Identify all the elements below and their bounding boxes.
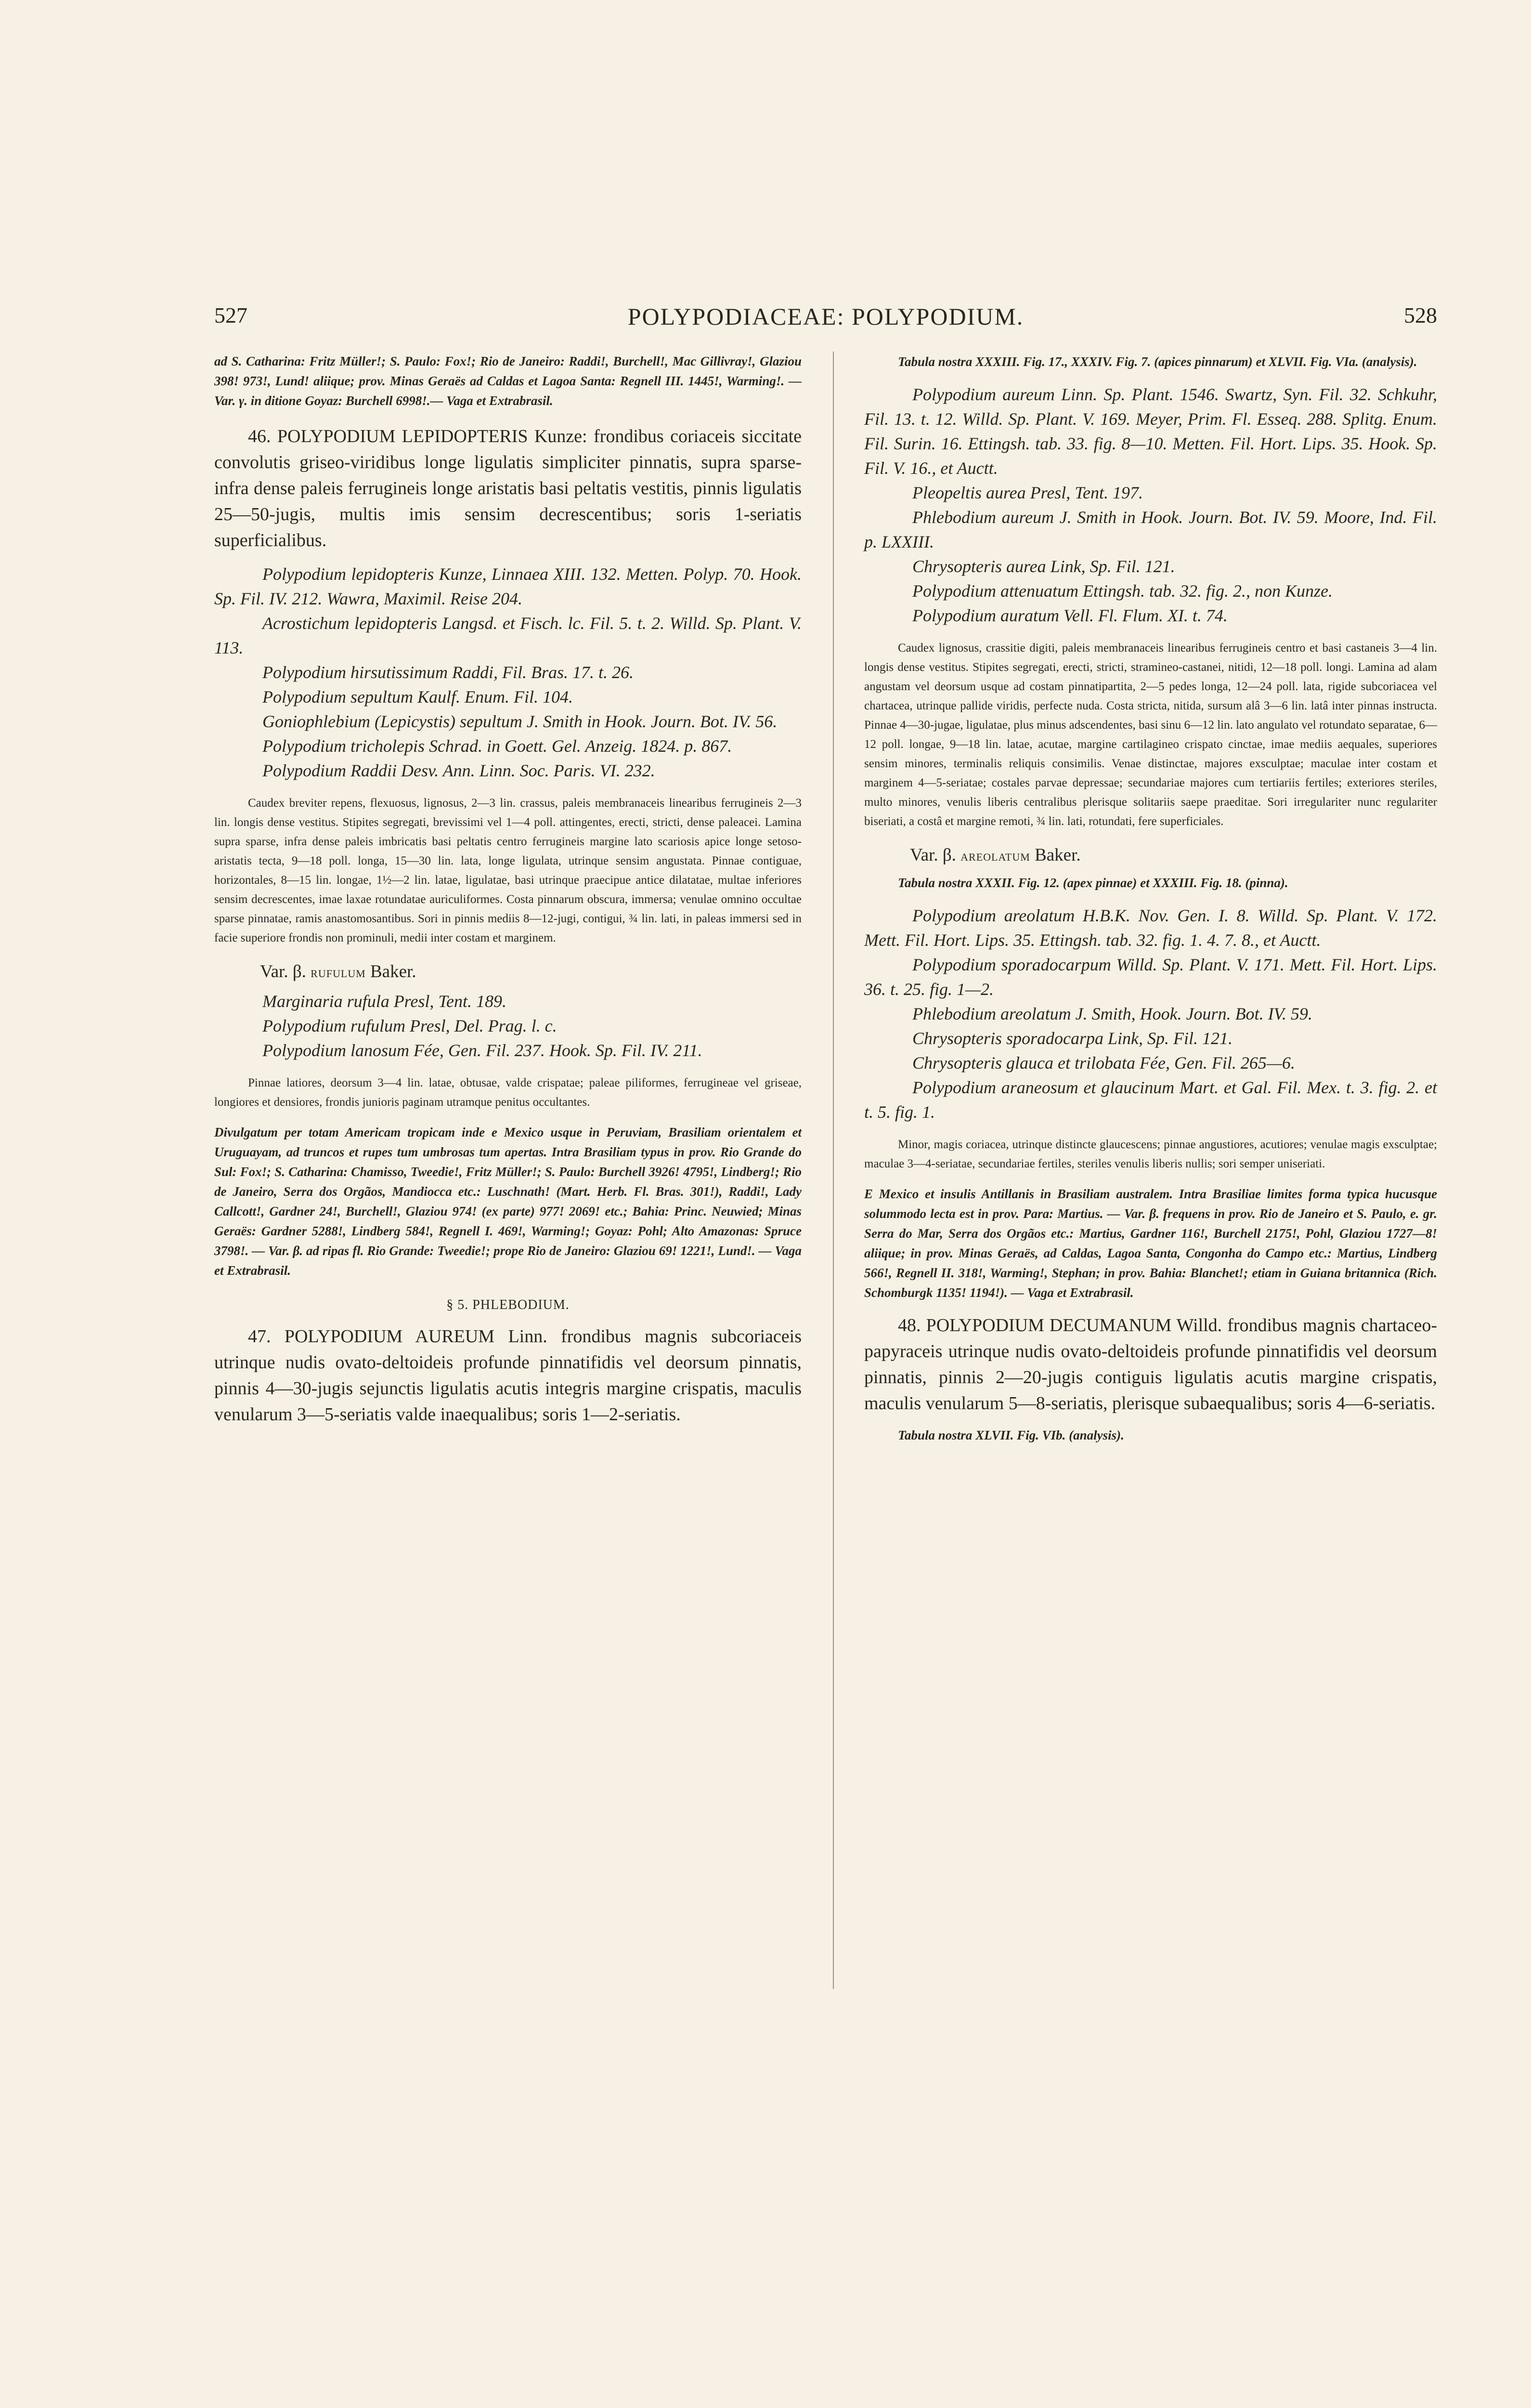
species-47-description: Caudex lignosus, crassitie digiti, paleis membranaceis linearibus ferrugineis centro et basi castaneis 3—4 lin. longis dense vestitus. Stipites segregati, erecti, stricti, stramineo-castanei, nitidi, 12—18 poll. longi. Lamina ad alam angustam vel deorsum usque ad costam pinnatipartita, 2—5 pedes longa, 12—24 poll. lata, rigide subcoriacea vel chartacea, utrinque pallide viridis, perfecte nuda. Costa stricta, nitida, sursum alâ 3—6 lin. latâ inter pinnas instructa. Pinnae 4—30-jugae, ligulatae, plus minus adscendentes, basi sinu 6—12 lin. lato angulato vel rotundato separatae, 6—12 poll. longae, 9—18 lin. latae, acutae, margine cartilagineo crispato cinctae, imae mediis aequales, superiores sensim minores, terminalis reliquis consimilis. Venae distinctae, majores exsculptae; maculae inter costam et marginem 4—5-seriatae; costales parvae depressae; secundariae majores cum tertiariis fertiles; exteriores steriles, multo minores, venulis liberis centralibus plerisque solitariis saepe praeditae. Sori irregulariter nunc regulariter biseriati, a costâ et margine remoti, ¾ lin. lati, rotundati, fere superficiales.: [864, 641, 1438, 828]
synonym: Polypodium aureum Linn. Sp. Plant. 1546. Swartz, Syn. Fil. 32. Schkuhr, Fil. 13. t. 12. Willd. Sp. Plant. V. 169. Meyer, Prim. Fl. Esseq. 288. Splitg. Enum. Fil. Surin. 16. Ettingsh. tab. 33. fig. 8—10. Metten. Fil. Hort. Lips. 35. Hook. Sp. Fil. V. 16., et Auctt.: [864, 385, 1437, 478]
species-46-synonyms: [214, 562, 802, 783]
synonym: Polypodium sepultum Kaulf. Enum. Fil. 104.: [262, 687, 573, 707]
variety-description: Minor, magis coriacea, utrinque distincte glaucescens; pinnae angustiores, acutiores; venulae magis exsculptae; maculae 3—4-seriatae, secundariae fertiles, steriles venulis liberis nullis; sori semper uniseriati.: [864, 1138, 1437, 1170]
species-47-diagnosis: 47. POLYPODIUM AUREUM Linn. frondibus magnis subcoriaceis utrinque nudis ovato-deltoideis profunde pinnatifidis vel deorsum pinnatis, pinnis 4—30-jugis sejunctis ligulatis acutis integris margine crispatis, maculis venularum 3—5-seriatis valde inaequalibus; soris 1—2-seriatis.: [214, 1326, 802, 1425]
running-title: POLYPODIACEAE: POLYPODIUM.: [627, 303, 1024, 330]
synonym: Polypodium rufulum Presl, Del. Prag. l. c.: [262, 1016, 557, 1035]
synonym: Marginaria rufula Presl, Tent. 189.: [262, 992, 507, 1011]
variety-name: RUFULUM: [311, 968, 366, 980]
species-48-plates: Tabula nostra XLVII. Fig. VIb. (analysis).: [898, 1428, 1124, 1442]
locality-continued: ad S. Catharina: Fritz Müller!; S. Paulo: Fox!; Rio de Janeiro: Raddi!, Burchell!, Mac Gillivray!, Glaziou 398! 973!, Lund! aliique; prov. Minas Geraës ad Caldas et Lagoa Santa: Regnell III. 1445!, Warming!. — Var. γ. in ditione Goyaz: Burchell 6998!.— Vaga et Extrabrasil.: [214, 354, 802, 408]
variety-heading: [214, 958, 802, 987]
variety-plates: Tabula nostra XXXII. Fig. 12. (apex pinnae) et XXXIII. Fig. 18. (pinna).: [898, 876, 1288, 890]
synonym: Polypodium sporadocarpum Willd. Sp. Plant. V. 171. Mett. Fil. Hort. Lips. 36. t. 25. fig. 1—2.: [864, 955, 1437, 999]
section-heading: § 5. PHLEBODIUM.: [446, 1297, 570, 1312]
synonym: Goniophlebium (Lepicystis) sepultum J. Smith in Hook. Journ. Bot. IV. 56.: [262, 712, 778, 731]
variety-name: AREOLATUM: [960, 851, 1030, 863]
species-46-description: Caudex breviter repens, flexuosus, lignosus, 2—3 lin. crassus, paleis membranaceis linearibus ferrugineis 2—3 lin. longis dense vestitus. Stipites segregati, brevissimi vel 1—4 poll. attingentes, erecti, stricti, dense paleacei. Lamina supra sparse, infra dense paleis imbricatis basi peltatis centro ferrugineis margine lato scariosis apice longe setoso-aristatis tecta, 9—18 poll. longa, 15—30 lin. lata, longe ligulata, utrinque sensim angustata. Pinnae contiguae, horizontales, 8—15 lin. longae, 1½—2 lin. latae, ligulatae, basi utrinque praecipue antice dilatatae, multae inferiores sensim decrescentes, imae laxae rotundatae auriculiformes. Costa pinnarum obscura, immersa; venulae omnino occultae sparse pinnatae, ramis anastomosantibus. Sori in pinnis mediis 8—12-jugi, contigui, ¾ lin. lati, in paleas immersi sed in facie superiore frondis non prominuli, medii inter costam et marginem.: [214, 797, 802, 944]
synonym: Phlebodium aureum J. Smith in Hook. Journ. Bot. IV. 59. Moore, Ind. Fil. p. LXXIII.: [864, 508, 1437, 551]
running-header: [214, 302, 1437, 341]
synonym: Chrysopteris sporadocarpa Link, Sp. Fil. 121.: [912, 1029, 1233, 1048]
page-number-right: 528: [1404, 303, 1437, 327]
right-column: [864, 352, 1437, 1456]
variety-description: Pinnae latiores, deorsum 3—4 lin. latae, obtusae, valde crispatae; paleae piliformes, ferrugineae vel griseae, longiores et densiores, frondis junioris paginam utramque penitus occultantes.: [214, 1076, 802, 1109]
species-46-distribution: Divulgatum per totam Americam tropicam inde e Mexico usque in Peruviam, Brasiliam orientalem et Uruguayam, ad truncos et rupes tum umbrosas tum apertas. Intra Brasiliam typus in prov. Rio Grande do Sul: Fox!; S. Catharina: Chamisso, Tweedie!, Fritz Müller!; S. Paulo: Burchell 3926! 4795!, Lindberg!; Rio de Janeiro, Serra dos Orgãos, Mandiocca etc.: Luschnath! (Mart. Herb. Fl. Bras. 301!), Raddi!, Lady Callcott!, Gardner 24!, Burchell!, Glaziou 974! (ex parte) 977! 2069! etc.; Bahia: Princ. Neuwied; Minas Geraës: Gardner 5288!, Lindberg 584!, Regnell I. 469!, Warming!; Goyaz: Pohl; Alto Amazonas: Spruce 3798!. — Var. β. ad ripas fl. Rio Grande: Tweedie!; prope Rio de Janeiro: Glaziou 69! 1221!, Lund!. — Vaga et Extrabrasil.: [214, 1125, 802, 1278]
page-number-left: 527: [214, 303, 247, 327]
variety-synonyms: [214, 989, 802, 1063]
column-divider: [833, 352, 834, 1989]
synonym: Polypodium areolatum H.B.K. Nov. Gen. I. 8. Willd. Sp. Plant. V. 172. Mett. Fil. Hort. Lips. 35. Ettingsh. tab. 32. fig. 1. 4. 7. 8., et Auctt.: [864, 906, 1437, 950]
synonym: Phlebodium areolatum J. Smith, Hook. Journ. Bot. IV. 59.: [912, 1004, 1312, 1023]
variety-author: Baker.: [1035, 845, 1081, 865]
species-46-diagnosis: 46. POLYPODIUM LEPIDOPTERIS Kunze: frondibus coriaceis siccitate convolutis griseo-viridibus longe ligulatis simpliciter pinnatis, supra sparse- infra dense paleis ferrugineis longe aristatis basi peltatis vestitis, pinnis ligulatis 25—50-jugis, multis imis sensim decrescentibus; soris 1-seriatis superficialibus.: [214, 426, 802, 550]
synonym: Polypodium hirsutissimum Raddi, Fil. Bras. 17. t. 26.: [262, 663, 634, 682]
synonym: Polypodium tricholepis Schrad. in Goett. Gel. Anzeig. 1824. p. 867.: [262, 736, 732, 756]
left-column: [214, 352, 802, 1436]
variety-label: Var. β.: [260, 962, 306, 982]
species-47-synonyms: [864, 382, 1437, 628]
species-48-diagnosis: 48. POLYPODIUM DECUMANUM Willd. frondibus magnis chartaceo-papyraceis utrinque nudis ovato-deltoideis profunde pinnatifidis vel deorsum pinnatis, pinnis 2—20-jugis contiguis ligulatis acutis margine crispatis, maculis venularum 5—8-seriatis, plerisque subaequalibus; soris 4—6-seriatis.: [864, 1315, 1437, 1413]
species-47-plates: Tabula nostra XXXIII. Fig. 17., XXXIV. Fig. 7. (apices pinnarum) et XLVII. Fig. VIa. (analysis).: [898, 354, 1417, 369]
synonym: Polypodium araneosum et glaucinum Mart. et Gal. Fil. Mex. t. 3. fig. 2. et t. 5. fig. 1.: [864, 1078, 1437, 1122]
variety-heading: [864, 842, 1437, 871]
variety-synonyms: [864, 903, 1437, 1125]
synonym: Polypodium attenuatum Ettingsh. tab. 32. fig. 2., non Kunze.: [912, 581, 1333, 601]
variety-label: Var. β.: [910, 845, 956, 865]
synonym: Pleopeltis aurea Presl, Tent. 197.: [912, 483, 1143, 502]
variety-author: Baker.: [370, 962, 416, 982]
synonym: Chrysopteris aurea Link, Sp. Fil. 121.: [912, 557, 1175, 576]
synonym: Polypodium lanosum Fée, Gen. Fil. 237. Hook. Sp. Fil. IV. 211.: [262, 1041, 702, 1060]
synonym: Polypodium lepidopteris Kunze, Linnaea XIII. 132. Metten. Polyp. 70. Hook. Sp. Fil. IV. 212. Wawra, Maximil. Reise 204.: [214, 564, 802, 608]
synonym: Polypodium Raddii Desv. Ann. Linn. Soc. Paris. VI. 232.: [262, 761, 655, 780]
synonym: Acrostichum lepidopteris Langsd. et Fisch. lc. Fil. 5. t. 2. Willd. Sp. Plant. V. 113.: [214, 614, 802, 657]
synonym: Chrysopteris glauca et trilobata Fée, Gen. Fil. 265—6.: [912, 1053, 1295, 1073]
synonym: Polypodium auratum Vell. Fl. Flum. XI. t. 74.: [912, 606, 1228, 625]
species-47-distribution: E Mexico et insulis Antillanis in Brasiliam australem. Intra Brasiliae limites forma typica hucusque solummodo lecta est in prov. Para: Martius. — Var. β. frequens in prov. Rio de Janeiro et S. Paulo, e. gr. Serra do Mar, Serra dos Orgãos etc.: Martius, Gardner 116!, Burchell 2175!, Pohl, Glaziou 1727—8! aliique; in prov. Minas Geraës, ad Caldas, Lagoa Santa, Congonha do Campo etc.: Martius, Lindberg 566!, Regnell II. 318!, Warming!, Stephan; in prov. Bahia: Blanchet!; etiam in Guiana britannica (Rich. Schomburgk 1135! 1194!). — Vaga et Extrabrasil.: [864, 1187, 1437, 1300]
